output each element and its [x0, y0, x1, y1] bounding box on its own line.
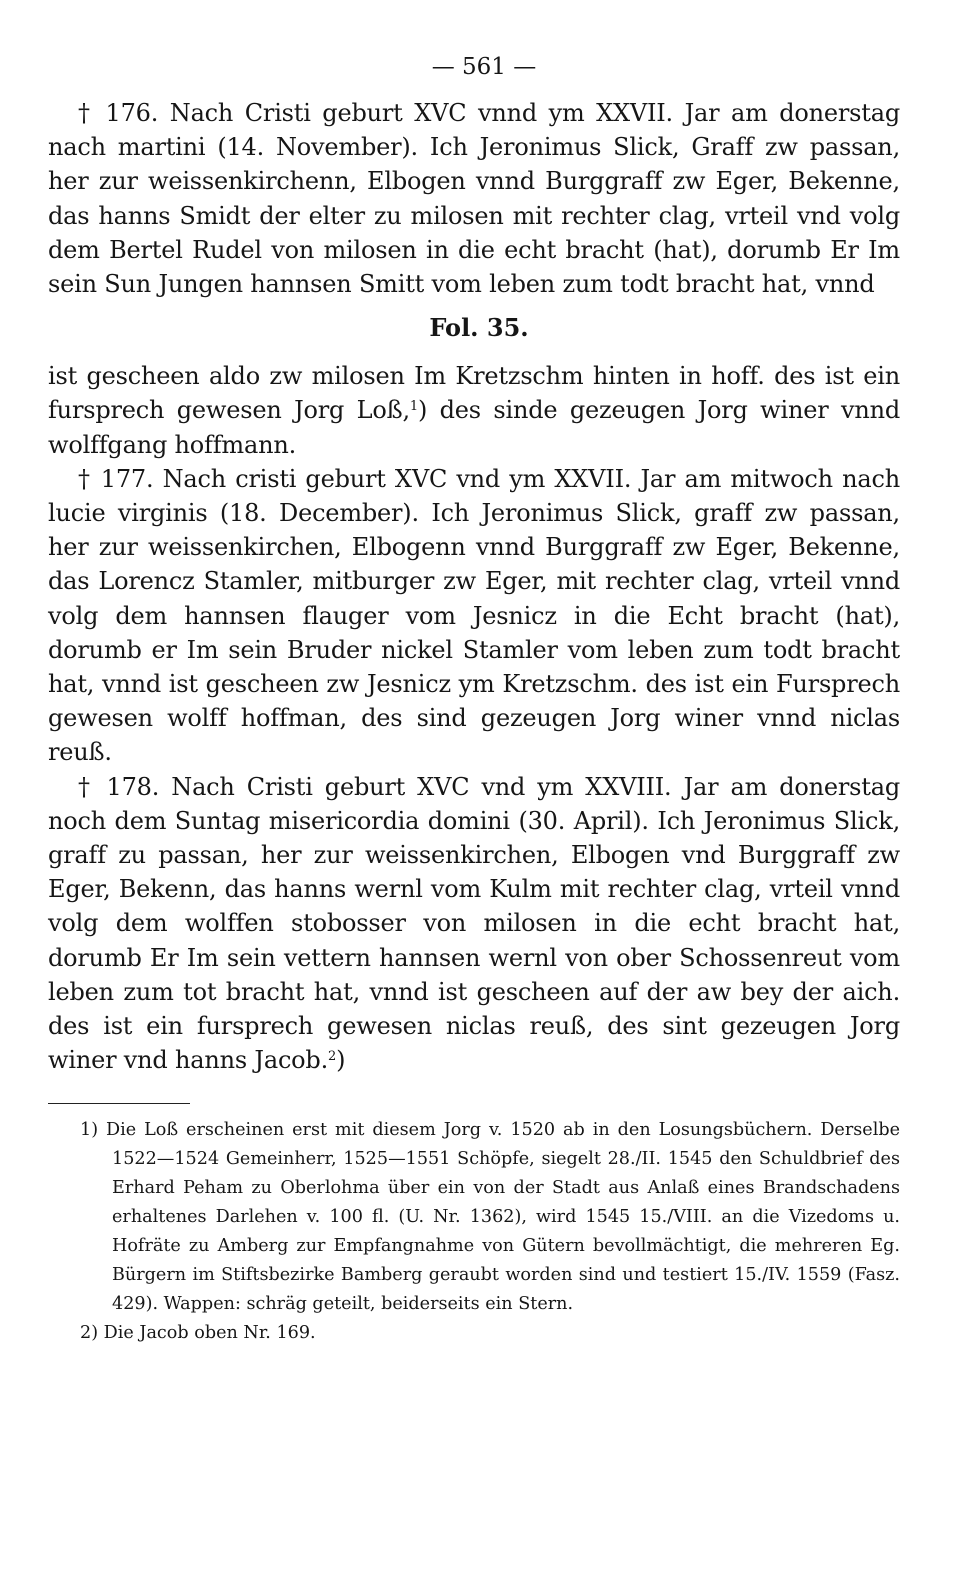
footnote-1-marker: 1	[409, 399, 418, 415]
folio-heading: Fol. 35.	[429, 313, 529, 343]
entry-176-continuation	[48, 359, 900, 462]
entry-178-text: † 178. Nach Cristi geburt XVC vnd ym XXVIII. Jar am donerstag noch dem Suntag misericordia domini (30. April). Ich Jeronimus Slick, graff zu passan, her zur weissenkirchen, Elbogen vnd Burggraff zw Eger, Bekenn, das hanns wernl vom Kulm mit rechter clag, vrteil vnnd volg dem wolffen stobosser von milosen in die echt bracht hat, dorumb Er Im sein vettern hannsen wernl von ober Schossenreut vom leben zum tot bracht hat, vnnd ist gescheen auf der aw bey der aich. des ist ein fursprech gewesen niclas reuß, des sint gezeugen Jorg winer vnd hanns Jacob.	[48, 772, 900, 1075]
document-page	[48, 52, 900, 1348]
footnote-2-marker: 2	[328, 1049, 337, 1065]
entry-177: † 177. Nach cristi geburt XVC vnd ym XXVII. Jar am mitwoch nach lucie virginis (18. December). Ich Jeronimus Slick, graff zw passan, her zur weissenkirchen, Elbogenn vnnd Burggraff zw Eger, Bekenne, das Lorencz Stamler, mitburger zw Eger, mit rechter clag, vrteil vnnd volg dem hannsen flauger vom Jesnicz in die Echt bracht (hat), dorumb er Im sein Bruder nickel Stamler vom leben zum todt bracht hat, vnnd ist gescheen zw Jesnicz ym Kretzschm. des ist ein Fursprech gewesen wolff hoffman, des sind gezeugen Jorg winer vnnd niclas reuß.	[48, 464, 900, 767]
entry-176-continuation-end: ) des sinde gezeugen Jorg winer vnnd wolffgang hoffmann.	[48, 396, 901, 459]
footnote-1: 1) Die Loß erscheinen erst mit diesem Jorg v. 1520 ab in den Losungsbüchern. Derselbe 1522—1524 Gemeinherr, 1525—1551 Schöpfe, siegelt 28./II. 1545 den Schuldbrief des Erhard Peham zu Oberlohma über ein von der Stadt aus Anlaß eines Brandschadens erhaltenes Darlehen v. 100 fl. (U. Nr. 1362), wird 1545 15./VIII. an die Vizedoms u. Hofräte zu Amberg zur Empfangnahme von Gütern bevollmächtigt, die mehreren Eg. Bürgern im Stiftsbezirke Bamberg geraubt worden sind und testiert 15./IV. 1559 (Fasz. 429). Wappen: schräg geteilt, beiderseits ein Stern.	[80, 1120, 900, 1315]
entry-178-end: )	[336, 1046, 346, 1075]
entry-176: † 176. Nach Cristi geburt XVC vnnd ym XXVII. Jar am donerstag nach martini (14. November). Ich Jeronimus Slick, Graff zw passan, her zur weissenkirchenn, Elbogen vnnd Burggraff zw Eger, Bekenne, das hanns Smidt der elter zu milosen mit rechter clag, vrteil vnd volg dem Bertel Rudel von milosen in die echt bracht (hat), dorumb Er Im sein Sun Jungen hannsen Smitt vom leben zum todt bracht hat, vnnd	[48, 99, 900, 299]
page-number: — 561 —	[431, 54, 537, 80]
entry-178	[48, 770, 900, 1078]
footnote-divider	[48, 1103, 190, 1104]
entry-176-continuation-text: ist gescheen aldo zw milosen Im Kretzschm hinten in hoff. des ist ein fursprech gewesen Jorg Loß,	[48, 362, 900, 425]
footnote-2: 2) Die Jacob oben Nr. 169.	[80, 1323, 316, 1344]
